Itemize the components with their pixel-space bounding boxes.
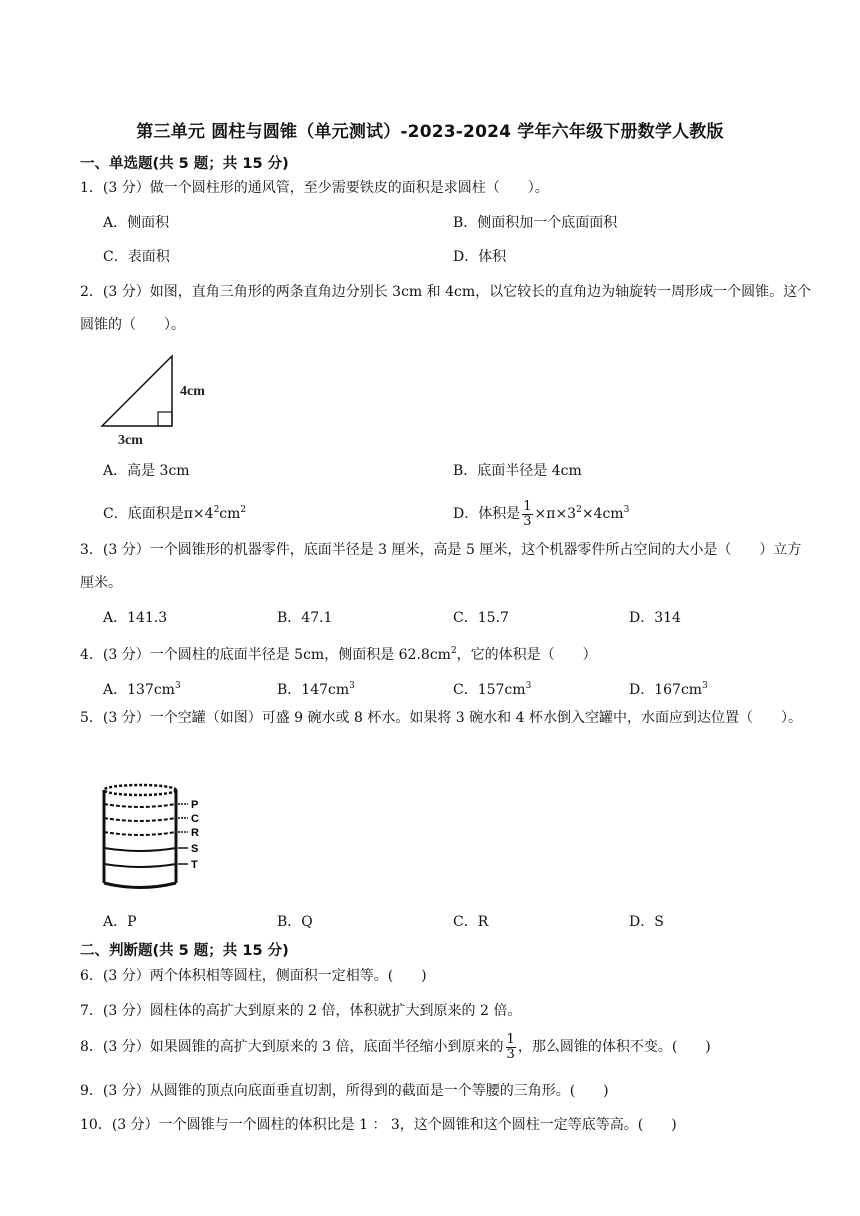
jar-level-c: [104, 818, 176, 821]
question-3-option-a[interactable]: A．141.3: [103, 610, 168, 626]
triangle-base-label: 3cm: [118, 433, 143, 448]
jar-label-c: C: [191, 813, 199, 825]
jar-bottom: [104, 883, 176, 888]
question-3-stem: 3．(3 分）一个圆锥形的机器零件，底面半径是 3 厘米，高是 5 厘米，这个机器零件所占空间的大小是（ ）立方厘米。: [80, 542, 802, 591]
option-d-unit-exponent: 3: [623, 505, 630, 515]
question-3-option-b[interactable]: B．47.1: [277, 610, 333, 626]
option-text: A．137cm: [103, 682, 175, 698]
jar-label-r: R: [191, 827, 199, 839]
option-exponent: 3: [525, 681, 532, 691]
triangle-shape: [102, 356, 172, 426]
question-2-option-d[interactable]: [453, 491, 629, 533]
question-8-tail: ，那么圆锥的体积不变。( ): [517, 1039, 711, 1055]
question-4-stem-tail: ，它的体积是（ ）: [456, 647, 597, 663]
question-5-option-b[interactable]: B．Q: [277, 914, 313, 930]
question-4-stem-text: 4．(3 分）一个圆柱的底面半径是 5cm，侧面积是 62.8cm: [80, 647, 451, 663]
right-triangle-figure: [96, 350, 226, 450]
jar-label-t: T: [191, 859, 198, 871]
page-title: 第三单元 圆柱与圆锥（单元测试）-2023-2024 学年六年级下册数学人教版: [136, 122, 724, 142]
option-text: C．157cm: [453, 682, 526, 698]
question-1-option-b[interactable]: B．侧面积加一个底面面积: [453, 215, 618, 231]
jar-level-s: [104, 848, 176, 851]
question-5-option-d[interactable]: D．S: [629, 914, 664, 930]
fraction-one-third: [522, 500, 532, 529]
question-1-option-d[interactable]: D．体积: [453, 249, 507, 265]
question-4-option-a[interactable]: [103, 676, 181, 700]
question-2-option-a[interactable]: A．高是 3cm: [103, 463, 190, 479]
question-5-option-a[interactable]: A．P: [103, 914, 137, 930]
question-2-option-c[interactable]: [103, 500, 246, 524]
jar-rim: [104, 785, 176, 795]
question-5-option-c[interactable]: C．R: [453, 914, 489, 930]
question-7-stem: 7．(3 分）圆柱体的高扩大到原来的 2 倍，体积就扩大到原来的 2 倍。: [80, 1003, 522, 1019]
question-4-exponent: 2: [450, 646, 457, 656]
triangle-side-label: 4cm: [180, 384, 205, 399]
fraction-numerator: 1: [506, 1031, 515, 1047]
option-c-exponent: 2: [213, 505, 220, 515]
question-4-option-d[interactable]: [629, 676, 708, 700]
jar-level-t: [104, 864, 176, 867]
question-2-stem: 2．(3 分）如图，直角三角形的两条直角边分别长 3cm 和 4cm，以它较长的直角边为轴旋转一周形成一个圆锥。这个圆锥的（ ）。: [80, 284, 812, 333]
question-5-stem: 5．(3 分）一个空罐（如图）可盛 9 碗水或 8 杯水。如果将 3 碗水和 4 杯水倒入空罐中，水面应到达位置（ ）。: [80, 710, 802, 726]
question-1-option-a[interactable]: A．侧面积: [103, 215, 170, 231]
fraction-one-third: [506, 1033, 516, 1062]
option-d-text: D．体积是: [453, 506, 521, 522]
jar-level-r: [104, 832, 176, 835]
question-1-option-c[interactable]: C．表面积: [103, 249, 170, 265]
jar-label-p: P: [191, 799, 199, 811]
question-4-stem: [80, 641, 815, 665]
question-3-option-d[interactable]: D．314: [629, 610, 681, 626]
question-4-option-c[interactable]: [453, 676, 531, 700]
question-3-option-c[interactable]: C．15.7: [453, 610, 509, 626]
fraction-numerator: 1: [523, 498, 532, 514]
jar-level-p: [104, 804, 176, 807]
question-9-stem: 9．(3 分）从圆锥的顶点向底面垂直切割，所得到的截面是一个等腰的三角形。( ): [80, 1083, 609, 1099]
fraction-denominator: 3: [506, 1046, 515, 1062]
option-text: D．167cm: [629, 682, 703, 698]
option-d-post: ×4cm: [581, 506, 624, 522]
section-heading-true-false: 二、判断题(共 5 题；共 15 分): [80, 943, 289, 959]
question-1-stem: 1．(3 分）做一个圆柱形的通风管，至少需要铁皮的面积是求圆柱（ ）。: [80, 180, 549, 196]
option-exponent: 3: [702, 681, 708, 691]
option-c-text: C．底面积是π×4: [103, 506, 214, 522]
jar-label-s: S: [191, 843, 199, 855]
fraction-denominator: 3: [523, 513, 532, 529]
option-text: B．147cm: [277, 682, 350, 698]
option-c-unit-exponent: 2: [240, 505, 247, 515]
option-c-unit: cm: [219, 506, 241, 522]
right-angle-mark: [158, 412, 172, 426]
question-6-stem: 6．(3 分）两个体积相等圆柱，侧面积一定相等。( ): [80, 968, 427, 984]
question-4-option-b[interactable]: [277, 676, 355, 700]
jar-figure: [100, 780, 210, 895]
question-2-option-b[interactable]: B．底面半径是 4cm: [453, 463, 582, 479]
option-d-exponent: 2: [576, 505, 582, 515]
option-exponent: 3: [349, 681, 355, 691]
question-8-text: 8．(3 分）如果圆锥的高扩大到原来的 3 倍，底面半径缩小到原来的: [80, 1039, 504, 1055]
option-d-mid: ×π×3: [534, 506, 577, 522]
option-exponent: 3: [174, 681, 181, 691]
question-8-stem: [80, 1027, 815, 1067]
question-10-stem: 10．(3 分）一个圆锥与一个圆柱的体积比是 1 ： 3，这个圆锥和这个圆柱一定等底等高。( ): [80, 1117, 677, 1133]
section-heading-single-choice: 一、单选题(共 5 题；共 15 分): [80, 156, 289, 172]
